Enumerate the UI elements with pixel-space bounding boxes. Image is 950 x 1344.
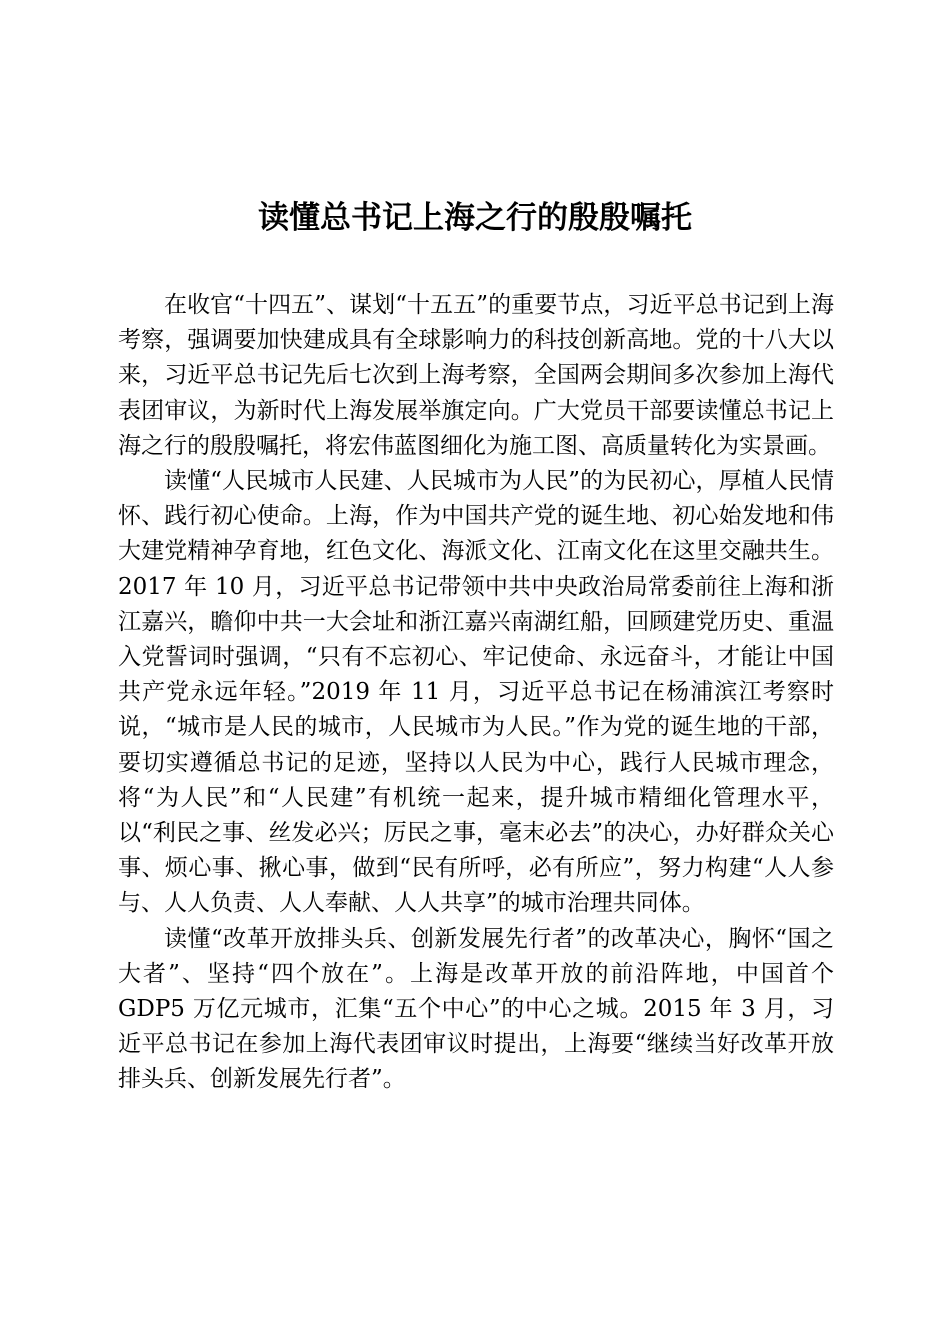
paragraph-2: 读懂“人民城市人民建、人民城市为人民”的为民初心，厚植人民情怀、践行初心使命。上海，作为中国共产党的诞生地、初心始发地和伟大建党精神孕育地，红色文化、海派文化、江南文化在这里交融共生。2017 年 10 月，习近平总书记带领中共中央政治局常委前往上海和浙江嘉兴，瞻仰中共一大会址和浙江嘉兴南湖红船，回顾建党历史、重温入党誓词时强调，“只有不忘初心、牢记使命、永远奋斗，才能让中国共产党永远年轻。”2019 年 11 月，习近平总书记在杨浦滨江考察时说，“城市是人民的城市，人民城市为人民。”作为党的诞生地的干部，要切实遵循总书记的足迹，坚持以人民为中心，践行人民城市理念，将“为人民”和“人民建”有机统一起来，提升城市精细化管理水平，以“利民之事、丝发必兴；厉民之事，毫末必去”的决心，办好群众关心事、烦心事、揪心事，做到“民有所呼，必有所应”，努力构建“人人参与、人人负责、人人奉献、人人共享”的城市治理共同体。 [118,468,834,917]
document-body [118,288,834,1098]
paragraph-3: 读懂“改革开放排头兵、创新发展先行者”的改革决心，胸怀“国之大者”、坚持“四个放在”。上海是改革开放的前沿阵地，中国首个 GDP5 万亿元城市，汇集“五个中心”的中心之城。2015 年 3 月，习近平总书记在参加上海代表团审议时提出，上海要“继续当好改革开放排头兵、创新发展先行者”。 [118,925,834,1093]
document-title: 读懂总书记上海之行的殷殷嘱托 [258,200,692,236]
paragraph-1: 在收官“十四五”、谋划“十五五”的重要节点，习近平总书记到上海考察，强调要加快建成具有全球影响力的科技创新高地。党的十八大以来，习近平总书记先后七次到上海考察，全国两会期间多次参加上海代表团审议，为新时代上海发展举旗定向。广大党员干部要读懂总书记上海之行的殷殷嘱托，将宏伟蓝图细化为施工图、高质量转化为实景画。 [118,292,834,459]
